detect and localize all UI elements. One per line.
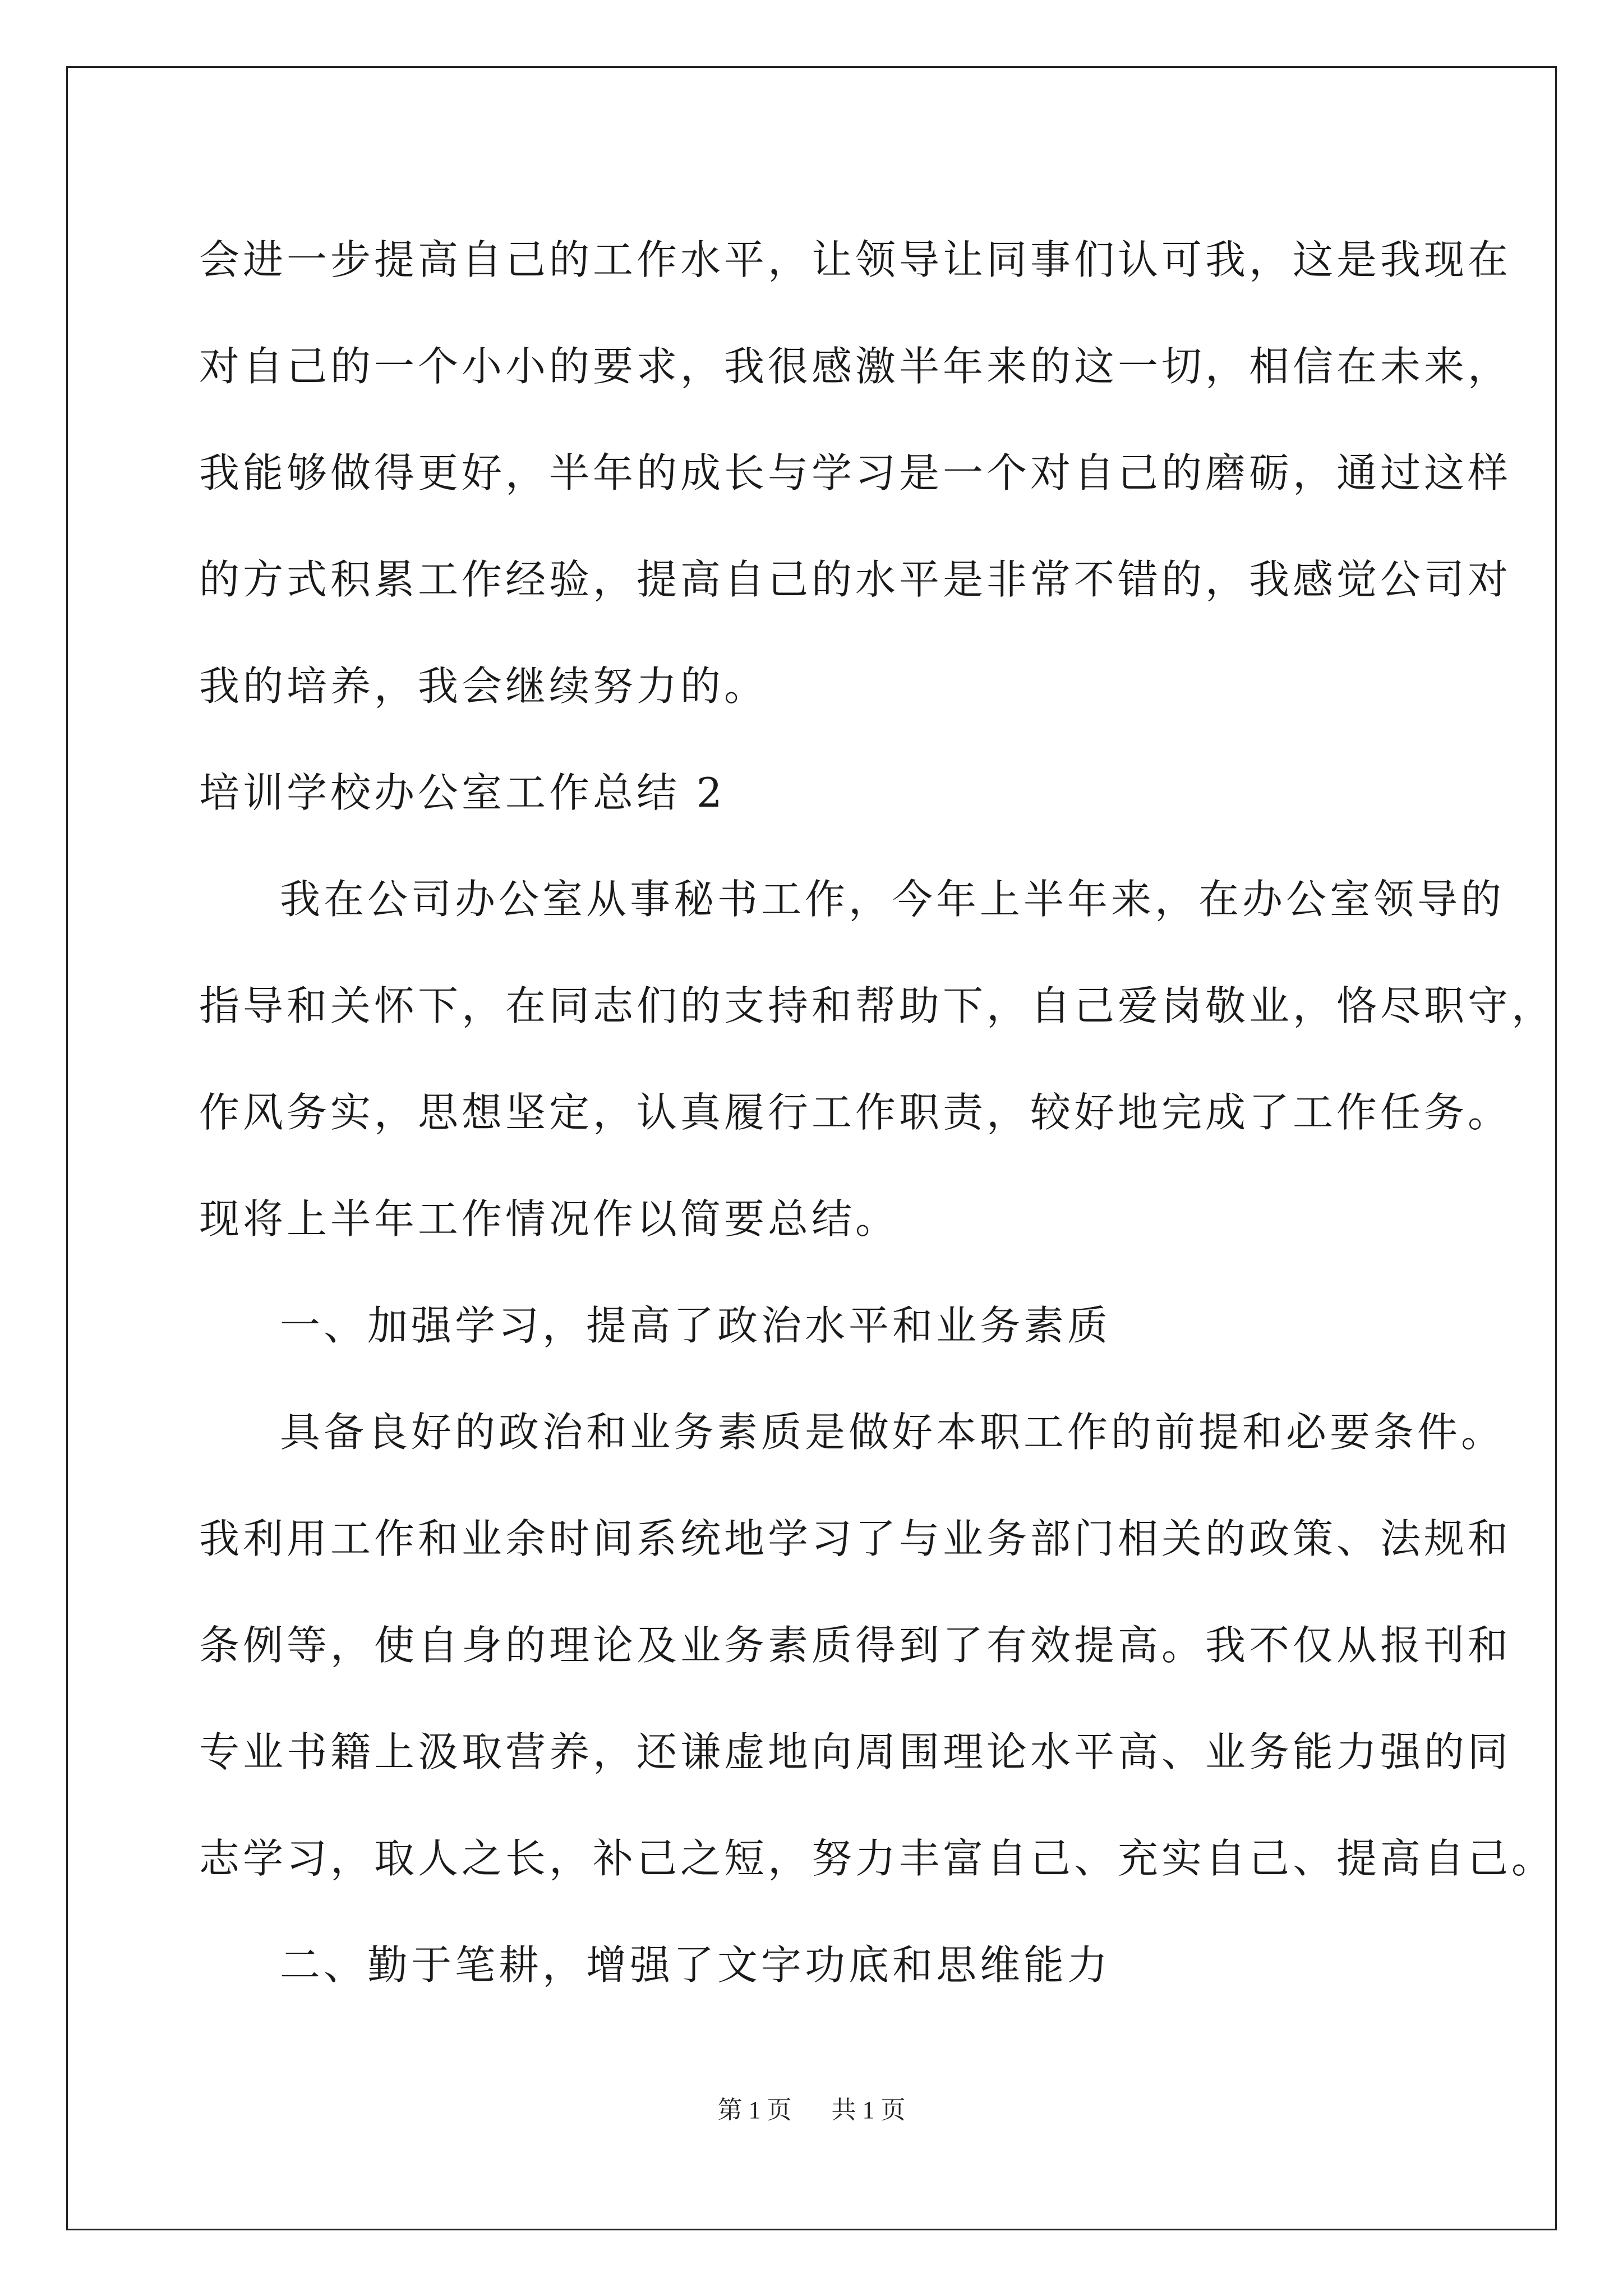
body-line: 志学习，取人之长，补己之短，努力丰富自己、充实自己、提高自己。 xyxy=(199,1835,1556,1882)
page-number: 第 1 页 xyxy=(717,2096,792,2124)
body-line: 专业书籍上汲取营养，还谦虚地向周围理论水平高、业务能力强的同 xyxy=(199,1728,1512,1775)
body-line: 我的培养，我会继续努力的。 xyxy=(199,662,768,710)
body-line: 现将上半年工作情况作以简要总结。 xyxy=(199,1195,900,1243)
body-line: 条例等，使自身的理论及业务素质得到了有效提高。我不仅从报刊和 xyxy=(199,1622,1512,1669)
body-line: 作风务实，思想坚定，认真履行工作职责，较好地完成了工作任务。 xyxy=(199,1089,1512,1136)
body-line: 指导和关怀下，在同志们的支持和帮助下，自己爱岗敬业，恪尽职守， xyxy=(199,982,1556,1029)
body-line: 对自己的一个小小的要求，我很感激半年来的这一切，相信在未来， xyxy=(199,343,1512,390)
document-body xyxy=(199,206,1556,2018)
body-line: 会进一步提高自己的工作水平，让领导让同事们认可我，这是我现在 xyxy=(199,236,1512,283)
body-line: 具备良好的政治和业务素质是做好本职工作的前提和必要条件。 xyxy=(280,1409,1505,1456)
body-line: 我在公司办公室从事秘书工作，今年上半年来，在办公室领导的 xyxy=(280,876,1505,923)
section-title: 培训学校办公室工作总结 2 xyxy=(199,769,726,816)
body-line: 我利用工作和业余时间系统地学习了与业务部门相关的政策、法规和 xyxy=(199,1515,1512,1562)
subheading: 一、加强学习，提高了政治水平和业务素质 xyxy=(280,1302,1112,1349)
subheading: 二、勤于笔耕，增强了文字功底和思维能力 xyxy=(280,1941,1112,1989)
body-line: 的方式积累工作经验，提高自己的水平是非常不错的，我感觉公司对 xyxy=(199,556,1512,603)
page-count: 共 1 页 xyxy=(831,2096,906,2124)
page-footer xyxy=(0,2090,1623,2125)
body-line: 我能够做得更好，半年的成长与学习是一个对自己的磨砺，通过这样 xyxy=(199,449,1512,496)
